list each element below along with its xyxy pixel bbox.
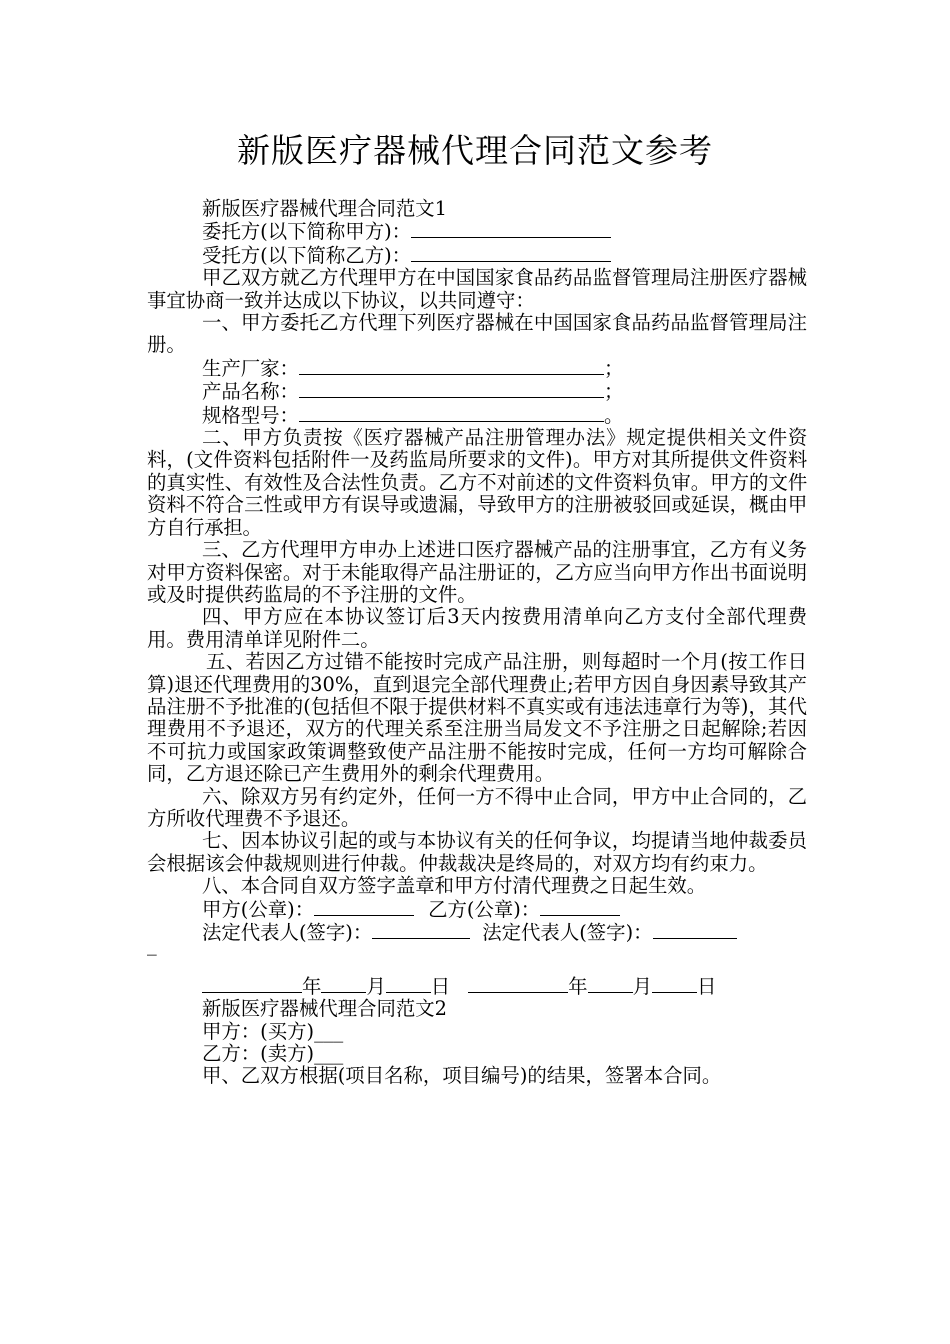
sample2-party-b: 乙方：(卖方)___: [202, 1042, 344, 1066]
sample2-heading: 新版医疗器械代理合同范文2: [202, 997, 448, 1021]
clause-7: 七、因本协议引起的或与本协议有关的任何争议，均提请当地仲裁委员会根据该会仲裁规则进行仲裁。仲裁裁决是终局的，对双方均有约束力。: [147, 829, 807, 875]
document-title: 新版医疗器械代理合同范文参考: [237, 131, 713, 170]
legal-rep-b-blank: [653, 921, 737, 939]
document-body: [147, 198, 807, 1088]
principal-line: 委托方(以下简称甲方)：: [147, 220, 807, 243]
clause-4: 四、甲方应在本协议签订后3天内按费用清单向乙方支付全部代理费用。费用清单详见附件二。: [147, 605, 807, 651]
clause-2: 二、甲方负责按《医疗器械产品注册管理办法》规定提供相关文件资料，(文件资料包括附件一及药监局所要求的文件)。甲方对其所提供文件资料的真实性、有效性及合法性负责。乙方不对前述的文件资料负审。甲方的文件资料不符合三性或甲方有误导或遗漏，导致甲方的注册被驳回或延误，概由甲方自行承担。: [147, 426, 807, 539]
manufacturer-line: 生产厂家： ；: [202, 356, 624, 380]
model-line: 规格型号： 。: [202, 403, 624, 427]
sample2-intro: 甲、乙双方根据(项目名称，项目编号)的结果，签署本合同。: [202, 1064, 722, 1088]
product-name-blank: [299, 380, 604, 398]
clause-8: 八、本合同自双方签字盖章和甲方付清代理费之日起生效。: [202, 874, 707, 898]
product-name-line: 产品名称： ；: [202, 380, 624, 404]
manufacturer-blank: [299, 357, 604, 375]
party-a-seal-blank: [314, 898, 414, 916]
date-line: 年 月 日 年 月 日: [147, 975, 807, 998]
principal-blank: [411, 220, 611, 238]
model-blank: [299, 404, 604, 422]
clause-1: 一、甲方委托乙方代理下列医疗器械在中国国家食品药品监督管理局注册。: [147, 311, 807, 357]
sample1-heading: 新版医疗器械代理合同范文1: [202, 197, 448, 220]
agent-blank: [411, 244, 611, 262]
sample2-party-a: 甲方：(买方)___: [202, 1019, 344, 1043]
legal-rep-line: 法定代表人(签字)： 法定代表人(签字)：: [147, 921, 807, 944]
clause-6: 六、除双方另有约定外，任何一方不得中止合同，甲方中止合同的，乙方所收代理费不予退还。: [147, 784, 807, 830]
agent-line: 受托方(以下简称乙方)：: [147, 244, 807, 267]
seal-line: 甲方(公章)： 乙方(公章)：: [147, 898, 807, 921]
wrap-mark: _: [147, 933, 157, 957]
legal-rep-a-blank: [372, 921, 470, 939]
party-b-seal-blank: [540, 898, 620, 916]
intro-paragraph: 甲乙双方就乙方代理甲方在中国国家食品药品监督管理局注册医疗器械事宜协商一致并达成以下协议，以共同遵守：: [147, 266, 807, 312]
clause-5: 五、若因乙方过错不能按时完成产品注册，则每超时一个月(按工作日算)退还代理费用的30%，直到退完全部代理费止;若甲方因自身因素导致其产品注册不予批准的(包括但不限于提供材料不真实或有违法违章行为等)，其代理费用不予退还，双方的代理关系至注册当局发文不予注册之日起解除;若因不可抗力或国家政策调整致使产品注册不能按时完成，任何一方均可解除合同，乙方退还除已产生费用外的剩余代理费用。: [147, 650, 807, 786]
clause-3: 三、乙方代理甲方申办上述进口医疗器械产品的注册事宜，乙方有义务对甲方资料保密。对于未能取得产品注册证的，乙方应当向甲方作出书面说明或及时提供药监局的不予注册的文件。: [147, 538, 807, 606]
